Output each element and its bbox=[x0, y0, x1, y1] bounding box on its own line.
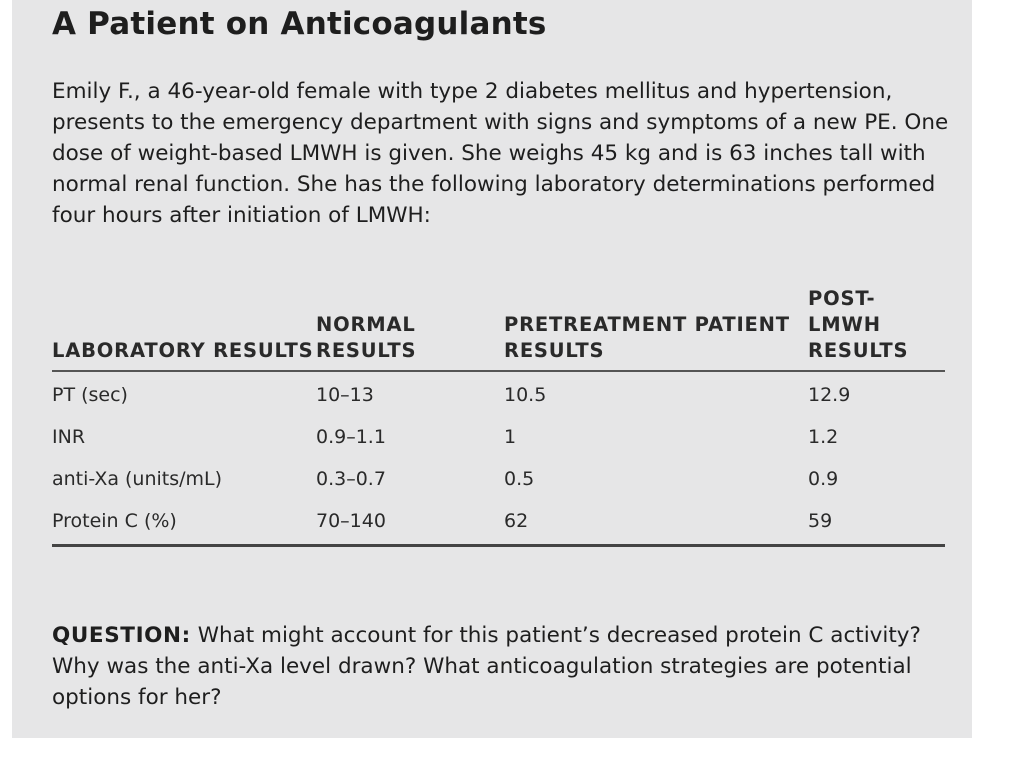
cell-normal: 0.3–0.7 bbox=[316, 468, 386, 490]
case-question bbox=[52, 620, 952, 713]
header-pretreatment-results: PRETREATMENT PATIENT RESULTS bbox=[504, 286, 808, 371]
table-row bbox=[52, 371, 945, 414]
table-row bbox=[52, 414, 945, 456]
cell-normal: 70–140 bbox=[316, 498, 504, 546]
header-post-lmwh-results: POST-LMWH RESULTS bbox=[808, 286, 945, 371]
cell-post-lmwh: 59 bbox=[808, 498, 945, 546]
cell-post-lmwh: 0.9 bbox=[808, 468, 839, 490]
cell-normal: 10–13 bbox=[316, 384, 374, 406]
cell-pretreatment: 0.5 bbox=[504, 468, 535, 490]
table-header-row bbox=[52, 286, 945, 371]
cell-post-lmwh: 1.2 bbox=[808, 426, 839, 448]
case-title: A Patient on Anticoagulants bbox=[52, 6, 547, 42]
table-row bbox=[52, 456, 945, 498]
table-row bbox=[52, 498, 945, 546]
header-laboratory-results: LABORATORY RESULTS bbox=[52, 286, 316, 371]
cell-test: PT (sec) bbox=[52, 384, 128, 406]
cell-pretreatment: 62 bbox=[504, 498, 808, 546]
header-normal-results: NORMAL RESULTS bbox=[316, 286, 504, 371]
lab-results-table bbox=[52, 286, 945, 547]
cell-test: INR bbox=[52, 426, 86, 448]
question-text: What might account for this patient’s decreased protein C activity? Why was the anti-Xa level drawn? What anticoagulation strategies are potential options for her? bbox=[52, 623, 921, 710]
cell-pretreatment: 1 bbox=[504, 426, 517, 448]
cell-test: anti-Xa (units/mL) bbox=[52, 468, 223, 490]
cell-test: Protein C (%) bbox=[52, 498, 316, 546]
case-intro: Emily F., a 46-year-old female with type 2 diabetes mellitus and hypertension, presents to the emergency department with signs and symptoms of a new PE. One dose of weight-based LMWH is given. She weighs 45 kg and is 63 inches tall with normal renal function. She has the following laboratory determinations performed four hours after initiation of LMWH: bbox=[52, 79, 949, 228]
cell-pretreatment: 10.5 bbox=[504, 384, 547, 406]
question-label: QUESTION: bbox=[52, 623, 191, 648]
cell-normal: 0.9–1.1 bbox=[316, 426, 386, 448]
cell-post-lmwh: 12.9 bbox=[808, 384, 851, 406]
